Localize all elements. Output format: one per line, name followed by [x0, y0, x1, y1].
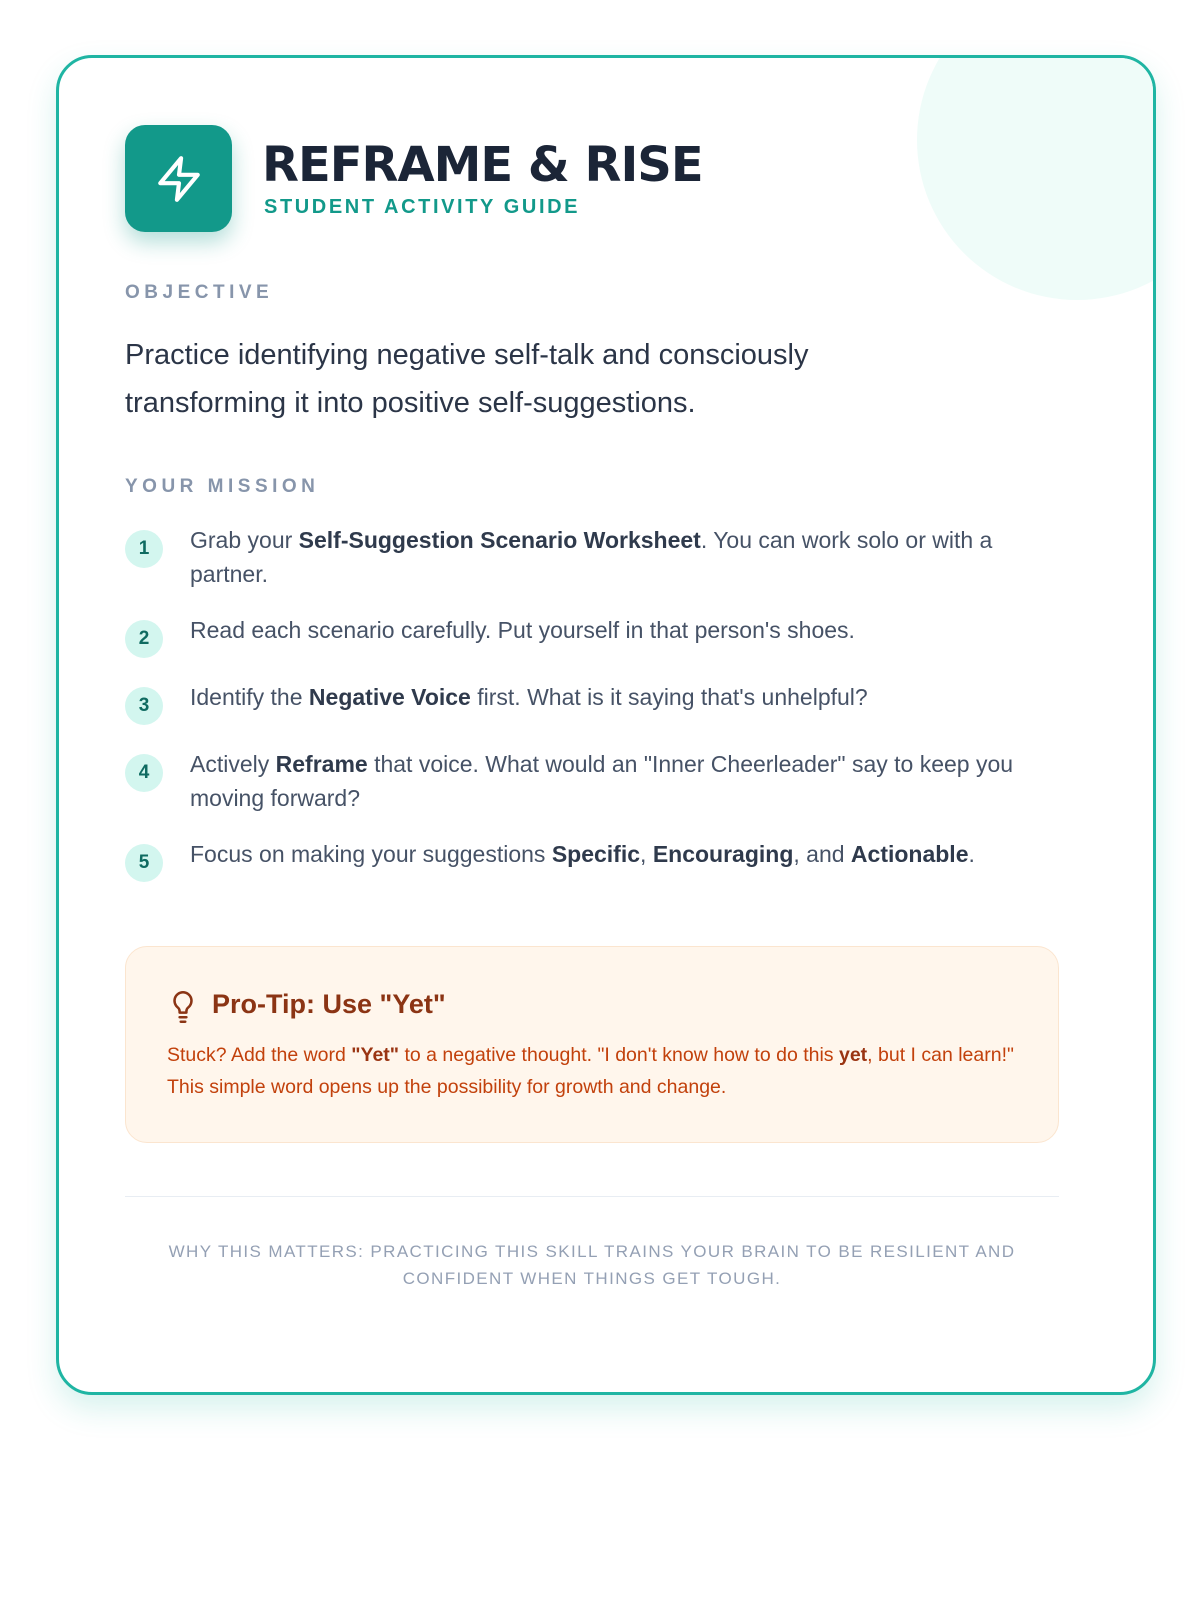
text-segment: that voice. What would an "Inner Cheerleader" say to keep you moving forward?	[190, 751, 1014, 811]
objective-text: Practice identifying negative self-talk and consciously transforming it into positive self-suggestions.	[125, 339, 809, 419]
pro-tip-title: Pro-Tip: Use "Yet"	[212, 989, 446, 1019]
text-segment: Identify the	[190, 684, 309, 710]
step-text	[190, 523, 1055, 591]
step-number-badge: 5	[125, 844, 163, 882]
text-segment: Read each scenario carefully. Put yourself in that person's shoes.	[190, 617, 855, 643]
emphasis-text: Encouraging	[652, 841, 794, 867]
divider	[125, 1196, 1059, 1197]
text-segment: . You can work solo or with a partner.	[190, 527, 993, 587]
text-segment: Actively	[190, 751, 276, 777]
mission-step	[125, 613, 1055, 658]
mission-step	[125, 680, 1055, 725]
decorative-circle	[917, 55, 1156, 300]
emphasis-text: Actionable	[850, 841, 969, 867]
text-segment: Stuck? Add the word	[167, 1044, 352, 1066]
pro-tip-box	[125, 946, 1059, 1143]
activity-card	[56, 55, 1156, 1395]
footer-note: WHY THIS MATTERS: PRACTICING THIS SKILL TRAINS YOUR BRAIN TO BE RESILIENT AND CONFIDENT WHEN THINGS GET TOUGH.	[168, 1242, 1016, 1288]
step-text	[190, 747, 1055, 815]
objective-label: OBJECTIVE	[125, 282, 274, 303]
mission-step	[125, 523, 1055, 591]
mission-label: YOUR MISSION	[125, 476, 320, 497]
emphasis-text: "Yet"	[351, 1044, 400, 1066]
step-number-badge: 1	[125, 530, 163, 568]
text-segment: .	[968, 841, 975, 867]
mission-step	[125, 837, 1055, 882]
text-segment: ,	[640, 841, 653, 867]
text-segment: to a negative thought. "I don't know how to do this	[399, 1044, 839, 1066]
emphasis-text: Self-Suggestion Scenario Worksheet	[298, 527, 701, 553]
lightbulb-icon	[169, 990, 197, 1024]
step-number-badge: 4	[125, 754, 163, 792]
step-number-badge: 3	[125, 687, 163, 725]
text-segment: , and	[793, 841, 851, 867]
page-subtitle: STUDENT ACTIVITY GUIDE	[264, 196, 581, 218]
emphasis-text: Negative Voice	[308, 684, 471, 710]
lightning-bolt-icon	[154, 154, 204, 204]
pro-tip-text	[167, 1039, 1037, 1103]
logo-tile	[125, 125, 232, 232]
emphasis-text: Reframe	[275, 751, 368, 777]
mission-steps-list	[125, 523, 1055, 904]
text-segment: , but I can learn!" This simple word opens up the possibility for growth and change.	[167, 1044, 1014, 1098]
text-segment: Focus on making your suggestions	[190, 841, 552, 867]
step-text	[190, 613, 855, 647]
text-segment: Grab your	[190, 527, 299, 553]
emphasis-text: Specific	[551, 841, 641, 867]
emphasis-text: yet	[838, 1044, 868, 1066]
step-text	[190, 837, 975, 871]
step-text	[190, 680, 868, 714]
text-segment: first. What is it saying that's unhelpful?	[470, 684, 868, 710]
step-number-badge: 2	[125, 620, 163, 658]
page-title: REFRAME & RISE	[262, 137, 703, 193]
mission-step	[125, 747, 1055, 815]
